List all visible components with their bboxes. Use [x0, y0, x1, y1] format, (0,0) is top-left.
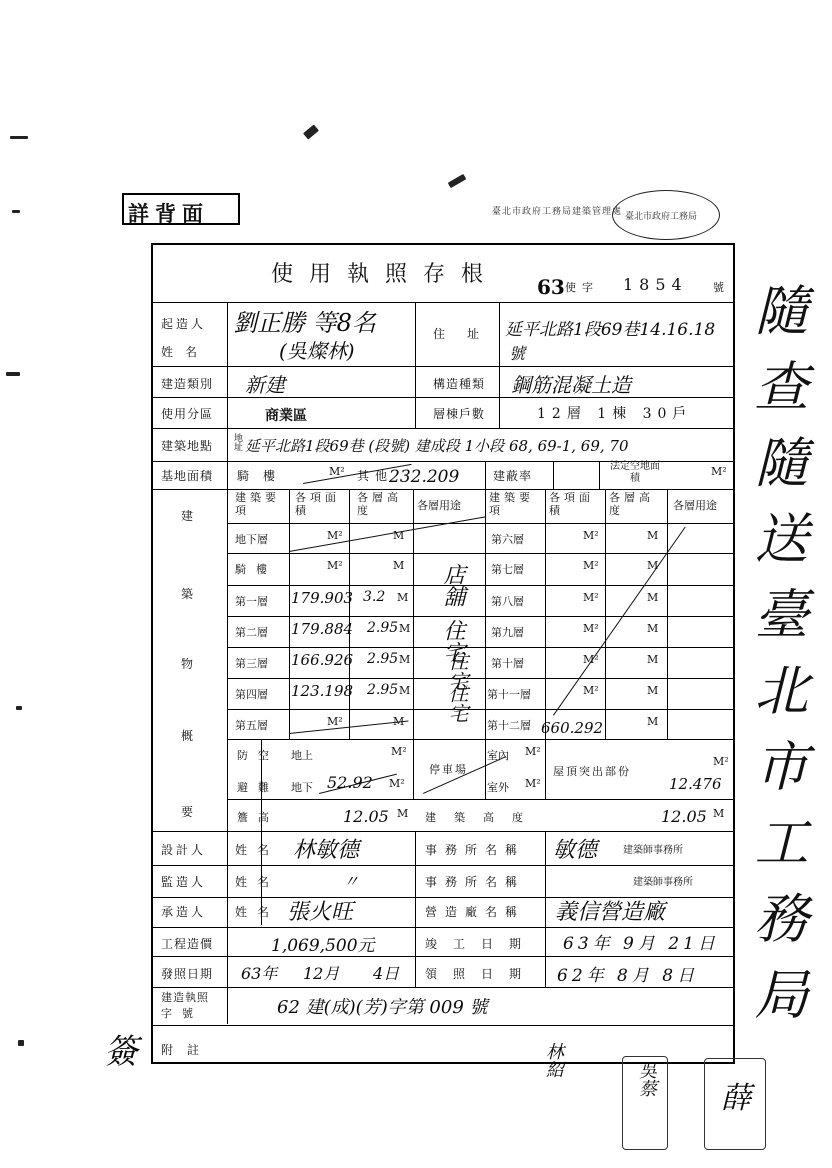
designer-office: 敏德 [553, 838, 598, 863]
other-value: 232.209 [389, 467, 460, 487]
permit-number-prefix: 63 [537, 275, 565, 299]
floor-area: 166.926 [291, 651, 354, 669]
floor-height: 2.95 [367, 682, 399, 698]
designer-office-label: 事務所名稱 [425, 843, 526, 857]
eaves-value: 12.05 [343, 807, 389, 826]
floor-height-unit: M [393, 559, 405, 572]
issue-month: 12月 [303, 964, 340, 983]
issue-day: 4日 [373, 964, 400, 983]
supervisor-office-label: 事務所名稱 [425, 875, 526, 889]
scan-speck [12, 210, 20, 213]
floor-label-12: 第十二層 [487, 719, 531, 732]
floor-area-unit: M² [327, 529, 343, 542]
right-margin-note-text: 隨查隨送臺北市工務局 [746, 282, 809, 1042]
owner-label-2: 姓名 [161, 345, 210, 359]
permit-value: 62 建(成)(芳)字第 009 號 [277, 997, 488, 1018]
floor-label-7: 第七層 [491, 563, 524, 576]
right-margin-note [742, 282, 812, 1042]
floor-height-unit-9: M [647, 622, 659, 635]
address-label: 住址 [433, 327, 502, 341]
building-vlabel-1: 建 [181, 509, 197, 523]
legal-space-label: 法定空地面積 [610, 461, 660, 484]
bureau-stamp-text: 臺北市政府工務局 [625, 212, 698, 222]
owner-label-1: 起造人 [161, 317, 207, 331]
detail-back-label: 詳背面 [128, 202, 209, 226]
col-header-use: 各層用途 [417, 499, 461, 512]
floor-height-unit: M [393, 715, 405, 728]
roof-protrusion-unit: M² [713, 755, 729, 768]
floor-label: 第一層 [235, 595, 268, 608]
floor-area-12: 660.292 [541, 719, 604, 737]
floor-area: 179.903 [291, 589, 354, 607]
floor-label: 地下層 [235, 533, 268, 546]
coverage-label: 建蔽率 [493, 469, 533, 483]
arcade-label: 騎樓 [237, 469, 290, 483]
floor-label: 騎樓 [235, 563, 277, 576]
floor-height-unit: M [399, 622, 411, 635]
owner-name: 劉正勝 等8名 [233, 309, 376, 337]
scan-speck [16, 706, 22, 710]
floors-label: 層棟戶數 [433, 407, 486, 421]
building-summary-vertical-label [181, 507, 201, 827]
floor-height-unit: M [399, 684, 411, 697]
parking-label: 停車場 [429, 763, 468, 776]
signature-stamp-box [622, 1056, 668, 1150]
signature-stamp-box [704, 1058, 766, 1150]
permit-number-suffix: 號 [713, 281, 724, 294]
floor-area-unit-6: M² [583, 529, 599, 542]
construction-type-value: 新建 [245, 373, 285, 397]
cost-value: 1,069,500元 [271, 936, 375, 956]
note-label: 附註 [161, 1043, 214, 1057]
shelter-label-2: 避難 [237, 781, 279, 794]
owner-address-cont: 號 [509, 344, 526, 363]
scan-speck [6, 372, 20, 376]
indoor-unit: M² [525, 745, 541, 758]
floor-height-unit: M [399, 653, 411, 666]
floor-height-unit-10: M [647, 653, 659, 666]
roof-protrusion-label: 屋頂突出部份 [553, 765, 631, 778]
scan-speck [448, 174, 467, 188]
floor-area-unit-7: M² [583, 559, 599, 572]
floor-area-unit-9: M² [583, 622, 599, 635]
col-header-item: 建築要項 [235, 491, 280, 517]
floor-height: 3.2 [363, 589, 386, 605]
floor-height-unit: M [397, 591, 409, 604]
issue-year: 63年 [241, 964, 278, 983]
receive-date-label: 領照日期 [425, 967, 538, 981]
owner-name-note: (吳燦林) [279, 339, 355, 363]
contractor-name: 張火旺 [287, 900, 354, 925]
floor-area: 123.198 [291, 682, 354, 700]
designer-name: 林敏德 [293, 838, 360, 863]
building-vlabel-2: 築 [181, 587, 197, 601]
outdoor-label: 室外 [487, 781, 509, 794]
col-header-area: 各項面積 [295, 491, 340, 517]
signature-3: 薛 [721, 1081, 751, 1116]
issue-date-label: 發照日期 [161, 967, 214, 981]
use-floor-2: 住宅 [440, 619, 465, 663]
agency-stamp-text: 臺北市政府工務局建築管理處 [492, 207, 623, 217]
col-header-area-r: 各項面積 [549, 491, 594, 517]
permit-label-1: 建造執照 [161, 991, 209, 1004]
floor-area-unit: M² [327, 715, 343, 728]
above-ground-label: 地上 [291, 749, 313, 762]
site-area-label: 基地面積 [161, 469, 214, 483]
scan-speck [303, 124, 319, 139]
cross-out-stroke [553, 527, 686, 716]
use-floor-3: 住宅 [445, 651, 469, 691]
legal-space-unit: M² [711, 465, 727, 478]
floor-label-8: 第八層 [491, 595, 524, 608]
floor-height-unit-8: M [647, 591, 659, 604]
floor-label: 第二層 [235, 626, 268, 639]
cost-label: 工程造價 [161, 937, 214, 951]
floor-area-unit-10: M² [583, 653, 599, 666]
designer-name-label: 姓名 [235, 843, 280, 857]
floor-label-10: 第十層 [491, 657, 524, 670]
floor-height-unit-6: M [647, 529, 659, 542]
below-ground-value: 52.92 [327, 773, 373, 792]
site-value: 延平北路1段69巷 (段號) 建成段 1小段 68, 69-1, 69, 70 [245, 437, 629, 455]
col-header-height: 各層高度 [357, 491, 402, 517]
floor-label-11: 第十一層 [487, 688, 531, 701]
col-header-height-r: 各層高度 [609, 491, 654, 517]
eaves-unit: M [397, 807, 409, 820]
receive-date-value: 62年 8月 8日 [557, 966, 699, 986]
floor-height-unit-7: M [647, 559, 659, 572]
building-vlabel-4: 概 [181, 729, 197, 743]
permit-label-2: 字號 [161, 1007, 203, 1020]
contractor-name-label: 姓名 [235, 905, 280, 919]
floor-area-unit-8: M² [583, 591, 599, 604]
building-height-value: 12.05 [661, 807, 707, 826]
completion-label: 竣工日期 [425, 937, 538, 951]
floor-label: 第四層 [235, 688, 268, 701]
floor-label: 第五層 [235, 719, 268, 732]
structure-type-value: 鋼筋混凝土造 [511, 373, 631, 397]
owner-address: 延平北路1段69巷14.16.18 [505, 320, 716, 340]
floor-label: 第三層 [235, 657, 268, 670]
contractor-label: 承造人 [161, 905, 207, 919]
permit-stub-form [151, 243, 735, 1064]
outdoor-unit: M² [525, 777, 541, 790]
indoor-label: 室內 [487, 749, 509, 762]
col-header-item-r: 建築要項 [489, 491, 534, 517]
below-ground-label: 地下 [291, 781, 313, 794]
supervisor-office-stamp: 建築師事務所 [633, 877, 693, 888]
designer-office-stamp: 建築師事務所 [623, 845, 683, 856]
floor-height-unit-11: M [647, 684, 659, 697]
above-ground-unit: M² [391, 745, 407, 758]
floor-height-unit-12: M [647, 715, 659, 728]
use-floor-4: 住宅 [445, 683, 469, 723]
detail-back-tag [122, 193, 240, 225]
scan-speck [18, 1040, 24, 1046]
floors-value: 12層 1棟 30戶 [537, 406, 693, 422]
zoning-value: 商業區 [265, 408, 307, 424]
building-height-unit: M [713, 807, 725, 820]
bureau-stamp [612, 190, 720, 240]
zoning-label: 使用分區 [161, 407, 214, 421]
signature-1: 林紹 [543, 1042, 564, 1078]
building-height-label: 建築高度 [425, 811, 541, 824]
floor-area-unit-11: M² [583, 684, 599, 697]
building-vlabel-5: 要 [181, 805, 197, 819]
left-sign-mark: 簽 [104, 1032, 138, 1072]
permit-number: 1854 [623, 275, 688, 294]
scan-speck [10, 136, 28, 139]
supervisor-label: 監造人 [161, 875, 207, 889]
construction-type-label: 建造類別 [161, 377, 214, 391]
site-sublabel: 地址 [232, 433, 242, 451]
form-title: 使用執照存根 [271, 262, 500, 287]
below-ground-unit: M² [389, 777, 405, 790]
eaves-label: 簷高 [237, 811, 279, 824]
col-header-use-r: 各層用途 [673, 499, 717, 512]
supervisor-name-label: 姓名 [235, 875, 280, 889]
floor-height: 2.95 [367, 620, 399, 636]
floor-area: 179.884 [291, 620, 354, 638]
building-vlabel-3: 物 [181, 657, 197, 671]
structure-type-label: 構造種類 [433, 377, 486, 391]
floor-label-9: 第九層 [491, 626, 524, 639]
agency-stamp [492, 194, 623, 232]
supervisor-name: 〃 [343, 872, 360, 891]
shelter-label-1: 防空 [237, 749, 279, 762]
floor-label-6: 第六層 [491, 533, 524, 546]
arcade-unit: M² [329, 465, 345, 478]
contractor-company: 義信營造廠 [555, 900, 666, 925]
floor-height: 2.95 [367, 651, 399, 667]
signature-2: 吳蔡 [636, 1061, 657, 1097]
use-floor-1: 店舖 [440, 563, 465, 607]
cross-out-stroke [289, 516, 486, 552]
roof-protrusion-value: 12.476 [669, 775, 722, 793]
designer-label: 設計人 [161, 843, 207, 857]
floor-height-unit: M [393, 529, 405, 542]
permit-word-label: 使字 [565, 281, 599, 294]
other-label: 其他 [357, 469, 394, 483]
floor-area-unit: M² [327, 559, 343, 572]
contractor-company-label: 營造廠名稱 [425, 905, 526, 919]
completion-value: 63年 9月 21日 [563, 934, 719, 954]
site-label: 建築地點 [161, 439, 214, 453]
